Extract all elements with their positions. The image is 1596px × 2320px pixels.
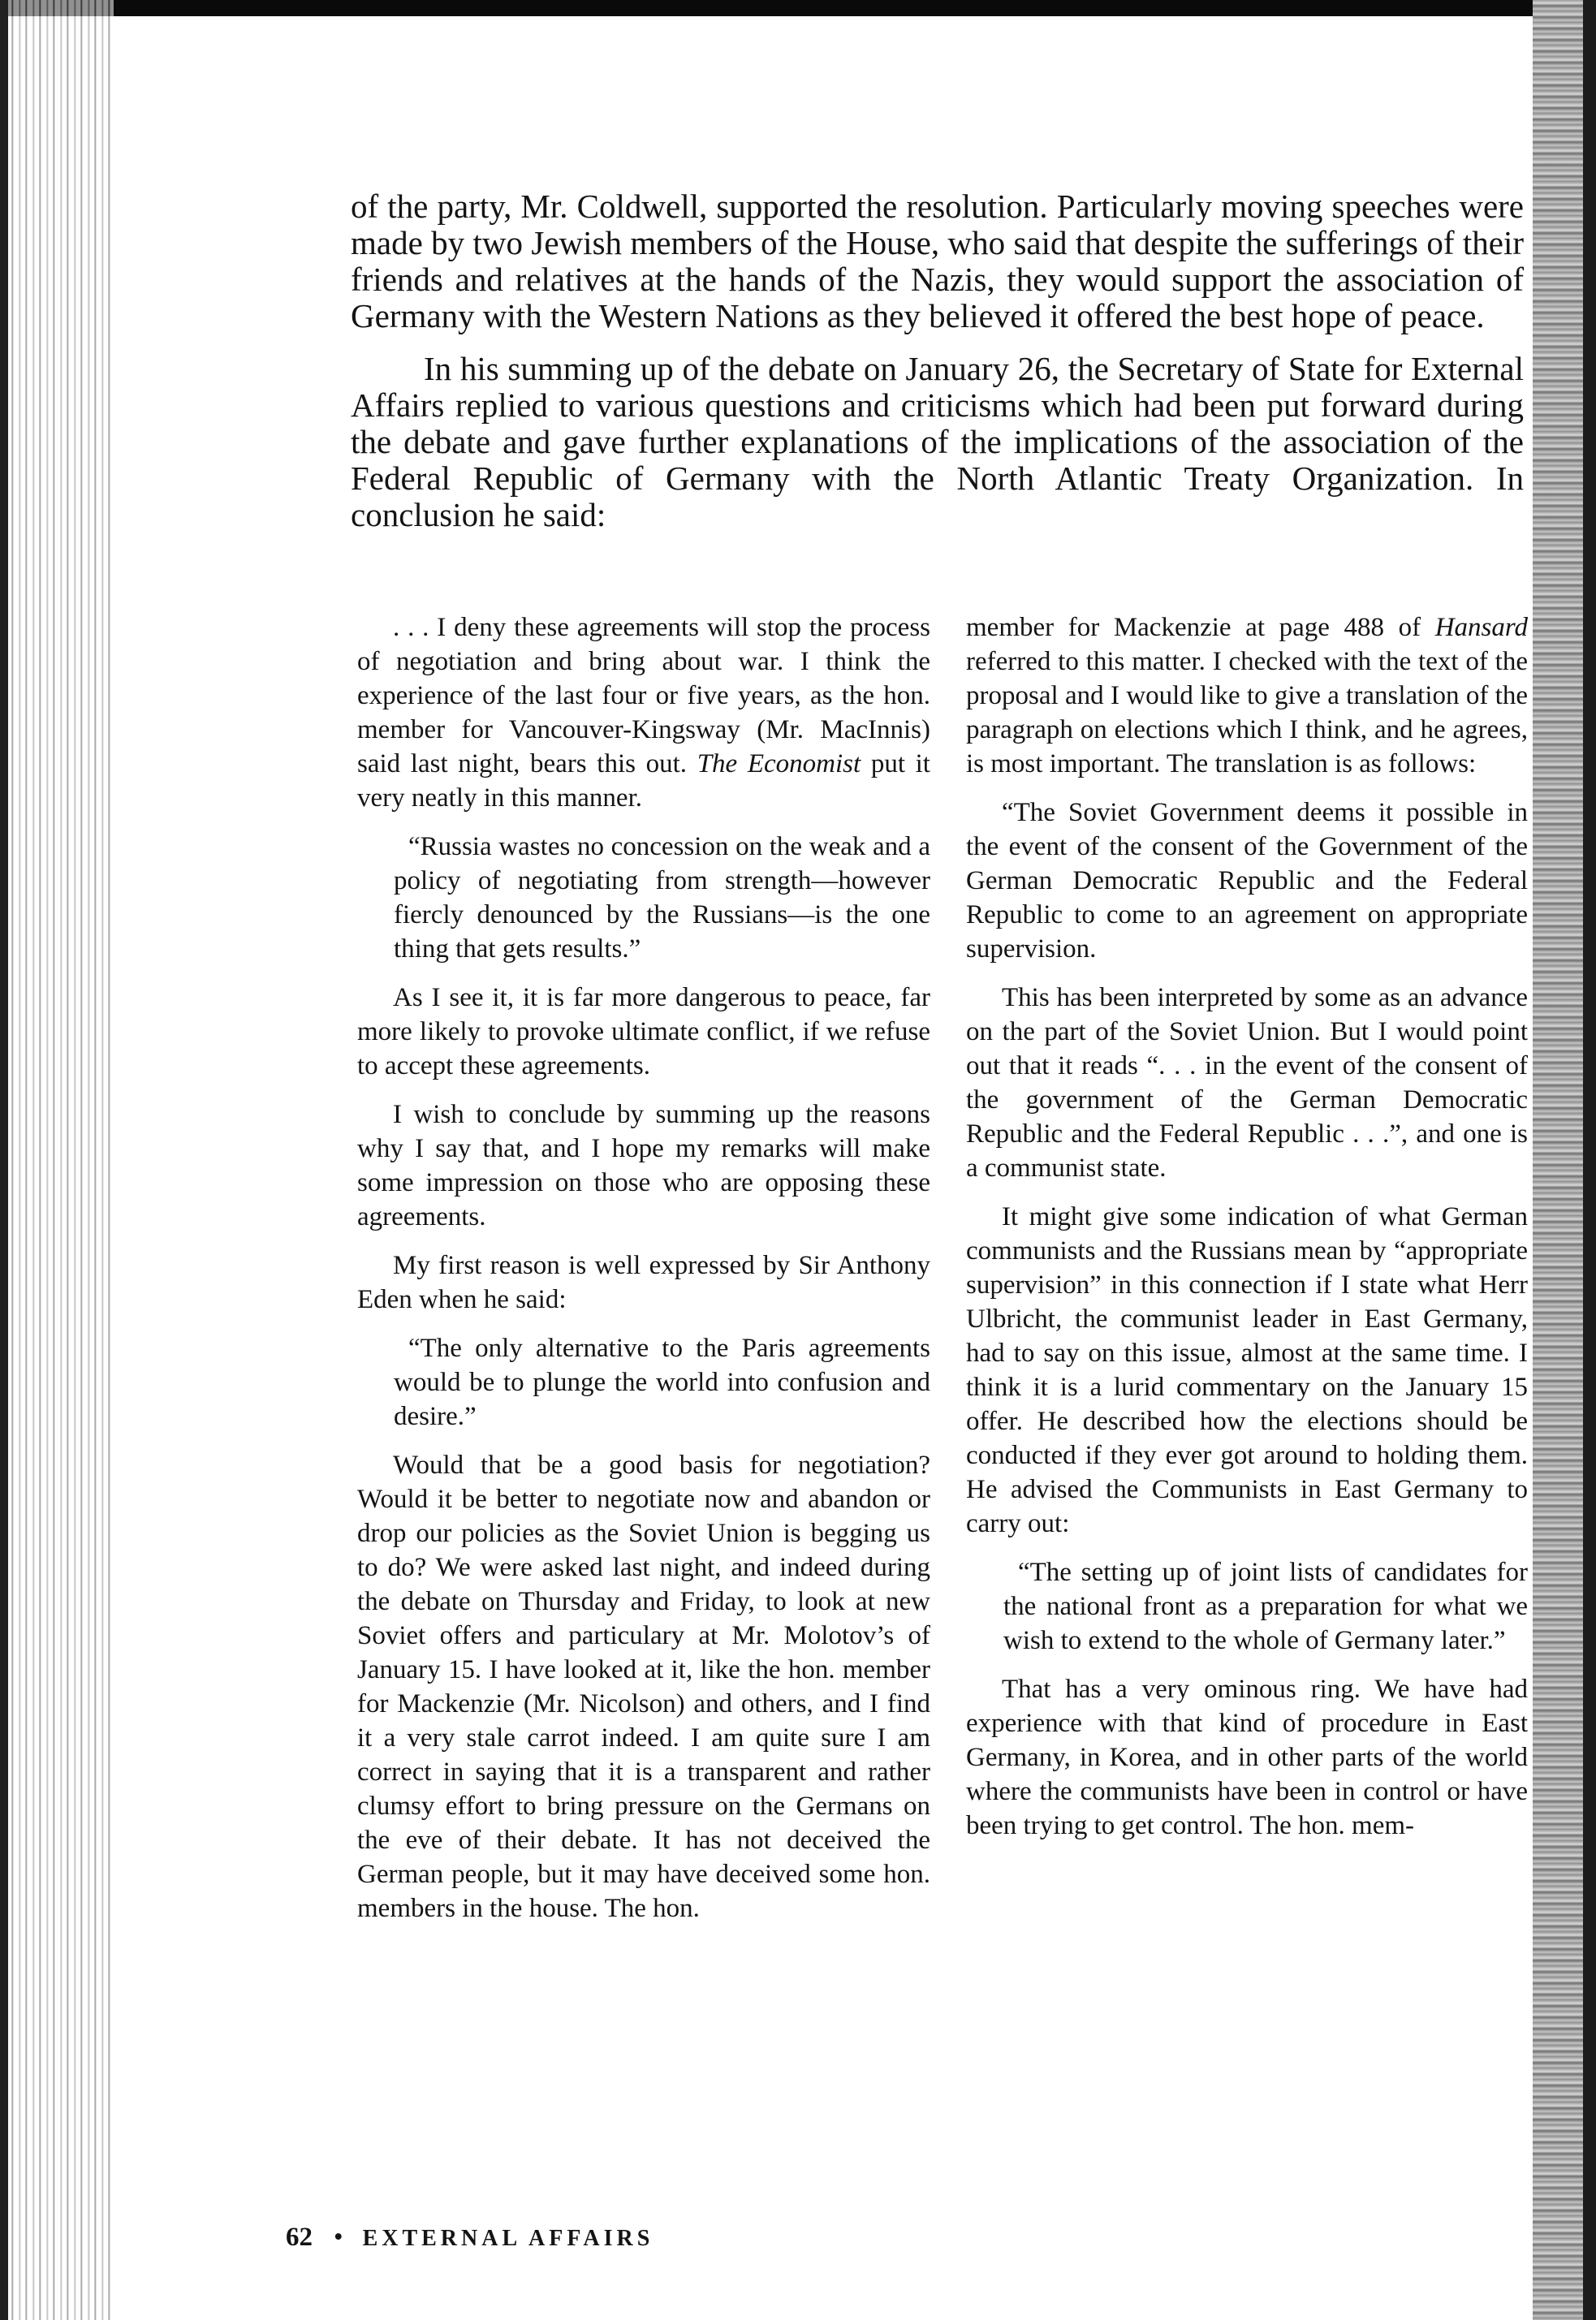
block-quote: “Russia wastes no concession on the weak and a policy of negotiating from strength—however fiercly denounced by the Russians—is the one thing that gets results.”	[394, 832, 930, 964]
body-paragraph: It might give some indication of what German communists and the Russians mean by “appropriate supervision” in this connection if I state what Herr Ulbricht, the communist leader in East Germany, had to say on this issue, almost at the same time. I think it is a lurid commentary on the January 15 offer. He described how the elections should be conducted if they ever got around to holding them. He advised the Communists in East Germany to carry out:	[966, 1202, 1528, 1538]
body-paragraph: My first reason is well expressed by Sir Anthony Eden when he said:	[357, 1251, 930, 1314]
page-number: 62	[286, 2223, 313, 2252]
body-paragraph: I wish to conclude by summing up the reasons why I say that, and I hope my remarks will make some impression on those who are opposing these agreements.	[357, 1100, 930, 1231]
left-column	[357, 610, 930, 1940]
scan-left-dark-strip	[0, 0, 8, 2320]
intro-paragraph: In his summing up of the debate on January 26, the Secretary of State for External Affairs replied to various questions and criticisms which had been put forward during the debate and gave further explanations of the implications of the association of the Federal Republic of Germany with the North Atlantic Treaty Organization. In conclusion he said:	[351, 350, 1524, 533]
body-paragraph: member for Mackenzie at page 488 of Hansard referred to this matter. I checked with the text of the proposal and I would like to give a translation of the paragraph on elections which I think, and he agrees, is most important. The translation is as follows:	[966, 613, 1528, 778]
intro-paragraph: of the party, Mr. Coldwell, supported the resolution. Particularly moving speeches were made by two Jewish members of the House, who said that despite the sufferings of their friends and relatives at the hands of the Nazis, they would support the association of Germany with the Western Nations as they believed it offered the best hope of peace.	[351, 188, 1524, 334]
block-quote: “The only alternative to the Paris agreements would be to plunge the world into confusion and desire.”	[394, 1334, 930, 1431]
intro-text	[351, 188, 1524, 533]
page-footer	[286, 2221, 653, 2253]
body-paragraph: That has a very ominous ring. We have had experience with that kind of procedure in East Germany, in Korea, and in other parts of the world where the communists have been in control or have been trying to get control. The hon. mem-	[966, 1675, 1528, 1840]
body-paragraph: . . . I deny these agreements will stop the process of negotiation and bring about war. I think the experience of the last four or five years, as the hon. member for Vancouver-Kingsway (Mr. MacInnis) said last night, bears this out. The Economist put it very neatly in this manner.	[357, 613, 930, 813]
scan-right-dark-strip	[1583, 0, 1596, 2320]
body-paragraph: This has been interpreted by some as an advance on the part of the Soviet Union. But I would point out that it reads “. . . in the event of the consent of the government of the German Democratic Republic and the Federal Republic . . .”, and one is a communist state.	[966, 983, 1528, 1183]
block-quote: “The Soviet Government deems it possible in the event of the consent of the Government of the German Democratic Republic and the Federal Republic to come to an agreement on appropriate supervision.	[966, 798, 1528, 964]
body-paragraph: Would that be a good basis for negotiation? Would it be better to negotiate now and abandon or drop our policies as the Soviet Union is begging us to do? We were asked last night, and indeed during the debate on Thursday and Friday, to look at new Soviet offers and particulary at Mr. Molotov’s of January 15. I have looked at it, like the hon. member for Mackenzie (Mr. Nicolson) and others, and I find it a very stale carrot indeed. I am quite sure I am correct in saying that it is a transparent and rather clumsy effort to bring pressure on the Germans on the eve of their debate. It has not deceived the German people, but it may have deceived some hon. members in the house. The hon.	[357, 1451, 930, 1923]
block-quote: “The setting up of joint lists of candidates for the national front as a preparation for what we wish to extend to the whole of Germany later.”	[1003, 1558, 1528, 1655]
scan-left-binding-edge	[0, 0, 114, 2320]
body-paragraph: As I see it, it is far more dangerous to peace, far more likely to provoke ultimate conflict, if we refuse to accept these agreements.	[357, 983, 930, 1080]
right-column	[966, 610, 1528, 1857]
scan-top-border	[0, 0, 1596, 16]
publication-title: Hansard	[1434, 613, 1528, 642]
journal-title: EXTERNAL AFFAIRS	[362, 2226, 654, 2251]
publication-title: The Economist	[697, 749, 861, 778]
footer-bullet: •	[334, 2223, 343, 2252]
